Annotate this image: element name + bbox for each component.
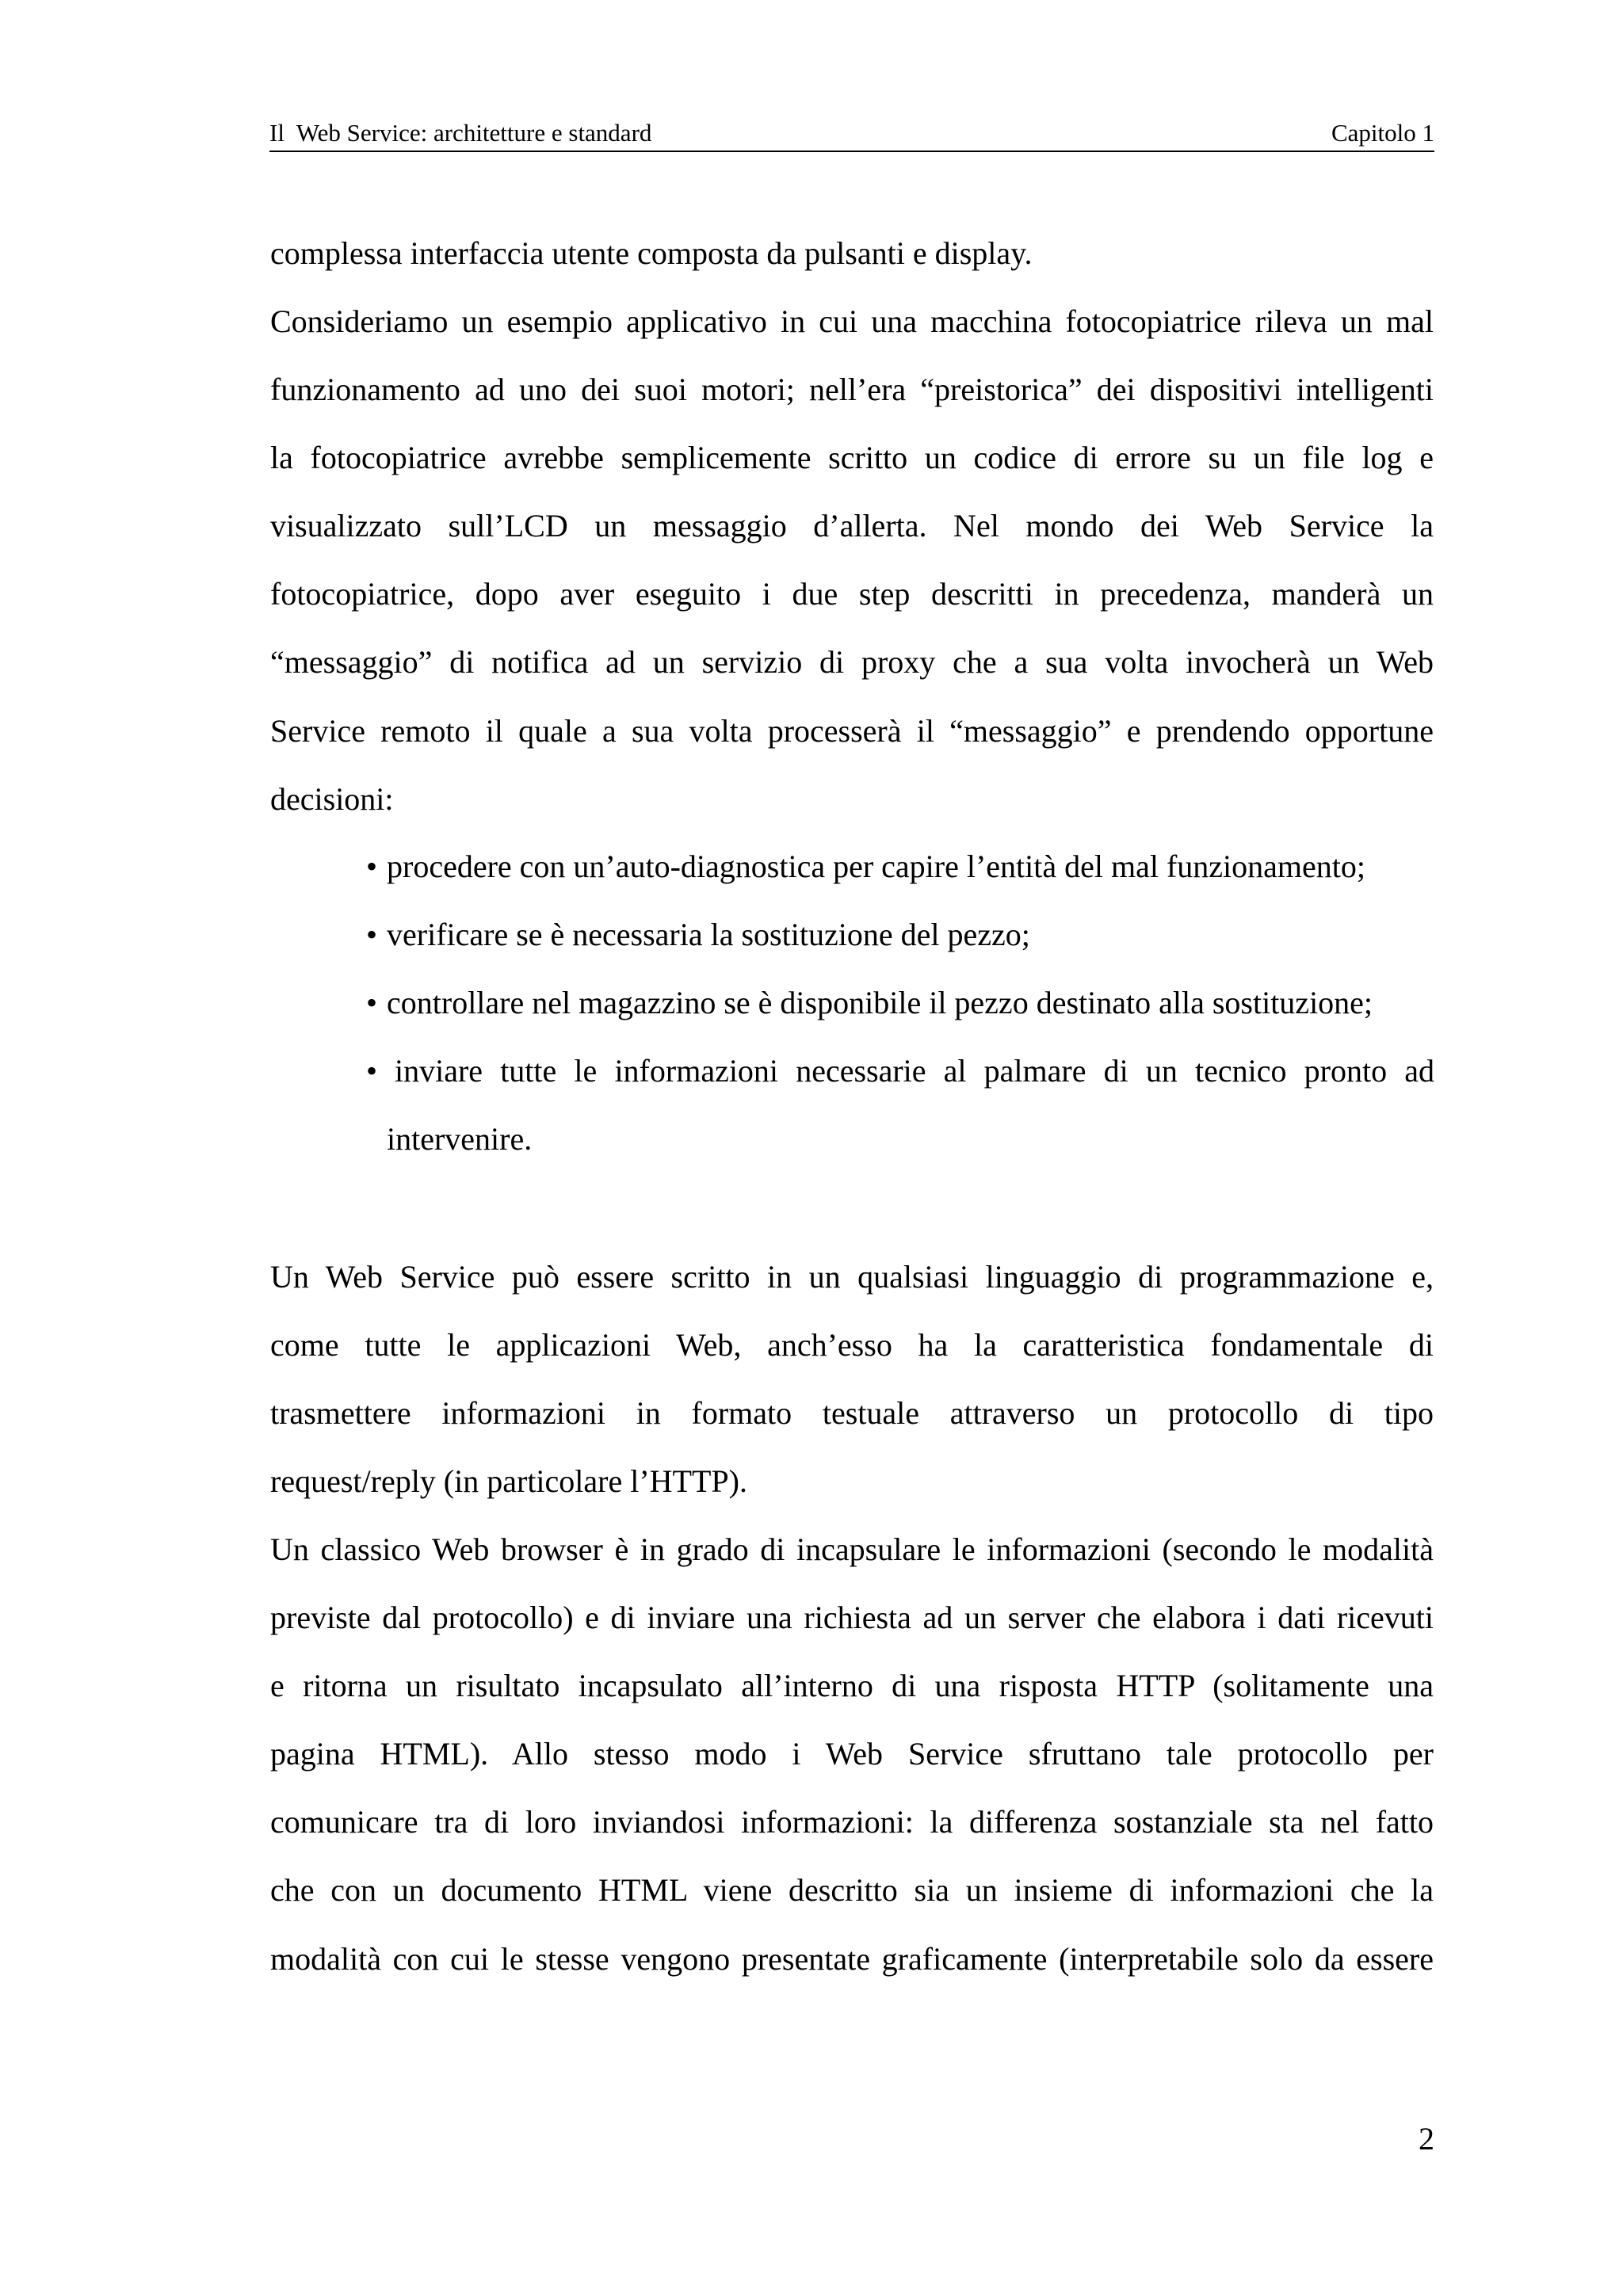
text-line: funzionamento ad uno dei suoi motori; nell’era “preistorica” dei dispositivi intelligenti xyxy=(270,372,1434,408)
paragraph-continuation xyxy=(270,219,1434,288)
text-line: fotocopiatrice, dopo aver eseguito i due step descritti in precedenza, manderà un xyxy=(270,576,1434,612)
bullet-marker: • xyxy=(366,985,378,1021)
text-line: Un Web Service può essere scritto in un qualsiasi linguaggio di programmazione e, xyxy=(270,1259,1434,1295)
text-line: Un classico Web browser è in grado di incapsulare le informazioni (secondo le modalità xyxy=(270,1531,1434,1567)
text-line: complessa interfaccia utente composta da pulsanti e display. xyxy=(270,235,1033,271)
list-item-text-continuation: intervenire. xyxy=(387,1121,533,1158)
text-line: trasmettere informazioni in formato testuale attraverso un protocollo di tipo xyxy=(270,1395,1434,1432)
decision-list xyxy=(366,833,1434,1173)
text-line: request/reply (in particolare l’HTTP). xyxy=(270,1463,747,1500)
text-line: e ritorna un risultato incapsulato all’interno di una risposta HTTP (solitamente una xyxy=(270,1668,1434,1704)
bullet-marker: • xyxy=(366,849,378,884)
paragraph-example xyxy=(270,288,1434,833)
bullet-marker: • xyxy=(366,1053,378,1089)
text-line: comunicare tra di loro inviandosi informazioni: la differenza sostanziale sta nel fatto xyxy=(270,1804,1434,1840)
text-line: Consideriamo un esempio applicativo in cui una macchina fotocopiatrice rileva un mal xyxy=(270,303,1434,339)
text-line: Service remoto il quale a sua volta processerà il “messaggio” e prendendo opportune xyxy=(270,712,1434,749)
text-line: modalità con cui le stesse vengono presentate graficamente (interpretabile solo da essere xyxy=(270,1940,1434,1977)
paragraph-browser xyxy=(270,1516,1434,1993)
list-item-text: controllare nel magazzino se è disponibile il pezzo destinato alla sostituzione; xyxy=(387,985,1373,1021)
text-line: la fotocopiatrice avrebbe semplicemente scritto un codice di errore su un file log e xyxy=(270,440,1434,476)
text-line: pagina HTML). Allo stesso modo i Web Service sfruttano tale protocollo per xyxy=(270,1736,1434,1772)
list-item xyxy=(366,833,1434,901)
paragraph-web-service xyxy=(270,1243,1434,1516)
text-line: decisioni: xyxy=(270,780,394,817)
text-line: che con un documento HTML viene descritto sia un insieme di informazioni che la xyxy=(270,1872,1434,1909)
list-item xyxy=(366,901,1434,969)
page-number: 2 xyxy=(1419,2121,1434,2157)
text-line: visualizzato sull’LCD un messaggio d’allerta. Nel mondo dei Web Service la xyxy=(270,508,1434,544)
header-title: Il Web Service: architetture e standard xyxy=(269,119,652,147)
text-line: come tutte le applicazioni Web, anch’esso ha la caratteristica fondamentale di xyxy=(270,1327,1434,1363)
list-item-text: inviare tutte le informazioni necessarie al palmare di un tecnico pronto ad xyxy=(395,1053,1434,1089)
list-item xyxy=(366,1037,1434,1173)
header-chapter: Capitolo 1 xyxy=(1331,119,1434,147)
text-line: “messaggio” di notifica ad un servizio di proxy che a sua volta invocherà un Web xyxy=(270,644,1434,681)
list-item-text: procedere con un’auto-diagnostica per capire l’entità del mal funzionamento; xyxy=(387,849,1366,884)
list-item xyxy=(366,969,1434,1037)
list-item-text: verificare se è necessaria la sostituzione del pezzo; xyxy=(387,917,1030,953)
text-line: previste dal protocollo) e di inviare una richiesta ad un server che elabora i dati ricevuti xyxy=(270,1600,1434,1636)
bullet-marker: • xyxy=(366,917,378,953)
running-header xyxy=(269,116,1434,152)
